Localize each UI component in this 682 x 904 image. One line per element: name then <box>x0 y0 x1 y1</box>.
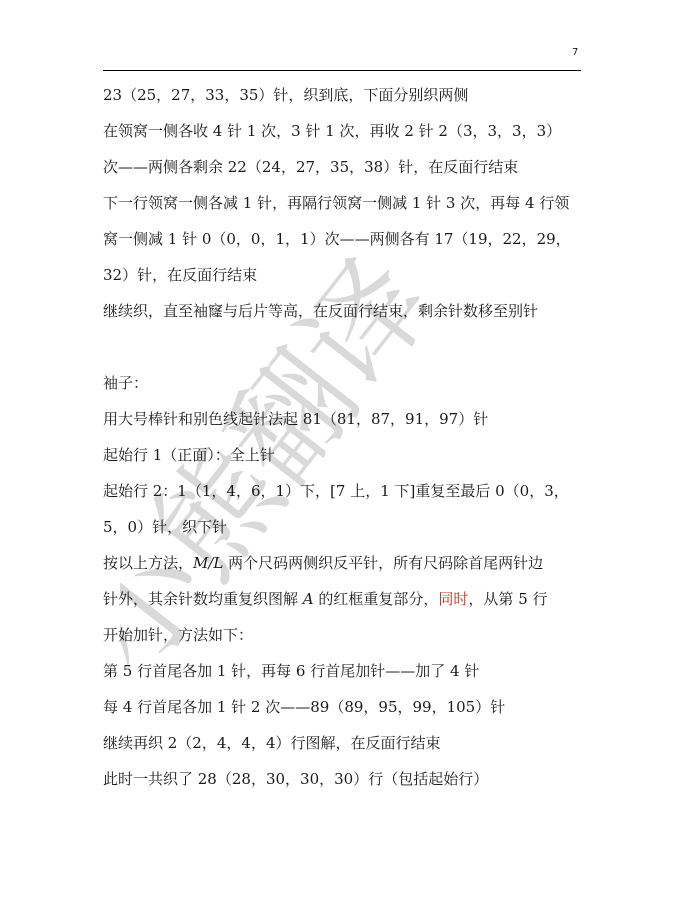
text-line: 次——两侧各剩余 22（24，27，35，38）针，在反面行结束 <box>103 158 519 176</box>
text-span: 的红框重复部分， <box>313 590 439 608</box>
text-line: 起始行 1（正面）：全上针 <box>103 446 275 464</box>
text-line: 此时一共织了 28（28，30，30，30）行（包括起始行） <box>103 770 489 788</box>
watermark <box>120 220 620 720</box>
text-line: 每 4 行首尾各加 1 针 2 次——89（89，95，99，105）针 <box>103 698 506 716</box>
size-label: M/L <box>193 554 224 572</box>
text-line: 第 5 行首尾各加 1 针，再每 6 行首尾加针——加了 4 针 <box>103 662 480 680</box>
text-span: 按以上方法， <box>103 554 194 572</box>
text-span: 两个尺码两侧织反平针，所有尺码除首尾两针边 <box>223 554 544 572</box>
watermark-graphic <box>120 220 620 720</box>
text-line: 开始加针，方法如下： <box>103 626 254 644</box>
section-heading-sleeve: 袖子： <box>103 374 149 392</box>
text-span: ，从第 5 行 <box>468 590 548 608</box>
text-line <box>103 589 548 609</box>
watermark-text: 小熊翻译 <box>120 234 459 698</box>
text-line <box>103 553 543 573</box>
text-line: 在领窝一侧各收 4 针 1 次，3 针 1 次，再收 2 针 2（3，3，3，3） <box>103 122 562 140</box>
text-line: 窝一侧减 1 针 0（0，0，1，1）次——两侧各有 17（19，22，29， <box>103 230 571 248</box>
highlight-text: 同时 <box>438 590 469 608</box>
text-line: 23（25，27，33，35）针，织到底，下面分别织两侧 <box>103 86 469 104</box>
chart-label: A <box>302 590 314 608</box>
text-line: 5，0）针，织下针 <box>103 518 228 536</box>
header-rule <box>103 70 581 71</box>
text-line: 32）针，在反面行结束 <box>103 266 258 284</box>
text-line: 用大号棒针和别色线起针法起 81（81，87，91，97）针 <box>103 410 489 428</box>
text-line: 起始行 2：1（1，4，6，1）下，[7 上，1 下]重复至最后 0（0，3， <box>103 482 569 500</box>
page-number: 7 <box>572 47 579 58</box>
text-line: 继续再织 2（2，4，4，4）行图解，在反面行结束 <box>103 734 441 752</box>
text-span: 针外，其余针数均重复织图解 <box>103 590 303 608</box>
text-line: 继续织，直至袖窿与后片等高，在反面行结束，剩余针数移至别针 <box>103 302 539 320</box>
text-line: 下一行领窝一侧各减 1 针，再隔行领窝一侧减 1 针 3 次，再每 4 行领 <box>103 194 570 212</box>
